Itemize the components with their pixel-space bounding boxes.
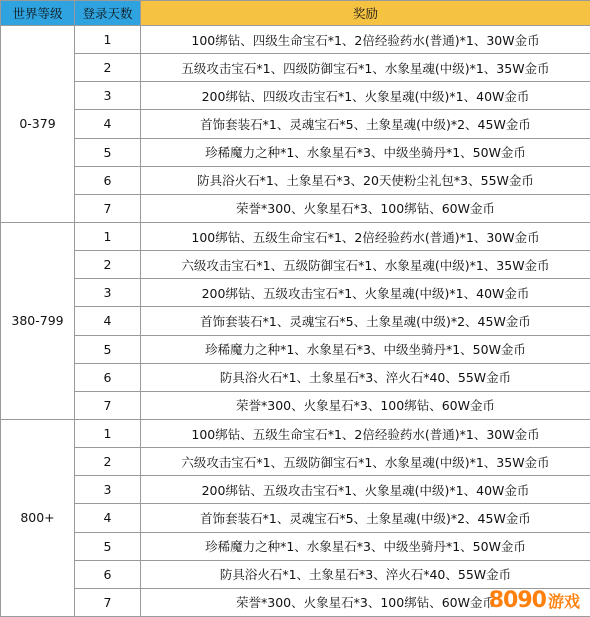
login-day-cell: 4	[75, 110, 141, 138]
reward-cell: 荣誉*300、火象星石*3、100绑钻、60W金币	[141, 588, 590, 616]
login-day-cell: 3	[75, 279, 141, 307]
reward-cell: 荣誉*300、火象星石*3、100绑钻、60W金币	[141, 391, 590, 419]
login-day-cell: 1	[75, 419, 141, 447]
reward-cell: 防具浴火石*1、土象星石*3、淬火石*40、55W金币	[141, 560, 590, 588]
login-day-cell: 5	[75, 138, 141, 166]
site-watermark-logo	[489, 588, 580, 613]
table-row	[1, 279, 590, 307]
reward-cell: 珍稀魔力之种*1、水象星石*3、中级坐骑丹*1、50W金币	[141, 532, 590, 560]
reward-cell: 防具浴火石*1、土象星石*3、20天使粉尘礼包*3、55W金币	[141, 166, 590, 194]
login-day-cell: 4	[75, 504, 141, 532]
reward-cell: 首饰套装石*1、灵魂宝石*5、土象星魂(中级)*2、45W金币	[141, 504, 590, 532]
table-row	[1, 448, 590, 476]
reward-cell: 防具浴火石*1、土象星石*3、淬火石*40、55W金币	[141, 363, 590, 391]
reward-cell: 100绑钻、四级生命宝石*1、2倍经验药水(普通)*1、30W金币	[141, 26, 590, 54]
login-day-cell: 2	[75, 251, 141, 279]
reward-cell: 五级攻击宝石*1、四级防御宝石*1、水象星魂(中级)*1、35W金币	[141, 54, 590, 82]
table-row	[1, 307, 590, 335]
world-level-cell: 380-799	[1, 222, 75, 419]
reward-cell: 100绑钻、五级生命宝石*1、2倍经验药水(普通)*1、30W金币	[141, 419, 590, 447]
login-day-cell: 7	[75, 588, 141, 616]
table-row	[1, 476, 590, 504]
reward-cell: 200绑钻、五级攻击宝石*1、火象星魂(中级)*1、40W金币	[141, 476, 590, 504]
header-world-level: 世界等级	[1, 1, 75, 26]
table-header-row	[1, 1, 590, 26]
table-row	[1, 166, 590, 194]
reward-cell: 200绑钻、四级攻击宝石*1、火象星魂(中级)*1、40W金币	[141, 82, 590, 110]
table-row	[1, 110, 590, 138]
world-level-cell: 800+	[1, 419, 75, 616]
login-day-cell: 2	[75, 448, 141, 476]
reward-cell: 200绑钻、五级攻击宝石*1、火象星魂(中级)*1、40W金币	[141, 279, 590, 307]
table-row	[1, 363, 590, 391]
login-day-cell: 6	[75, 560, 141, 588]
watermark-text: 游戏	[547, 592, 580, 611]
login-day-cell: 1	[75, 222, 141, 250]
login-day-cell: 5	[75, 335, 141, 363]
reward-cell: 六级攻击宝石*1、五级防御宝石*1、水象星魂(中级)*1、35W金币	[141, 448, 590, 476]
login-day-cell: 5	[75, 532, 141, 560]
reward-cell: 首饰套装石*1、灵魂宝石*5、土象星魂(中级)*2、45W金币	[141, 110, 590, 138]
table-row	[1, 26, 590, 54]
header-reward: 奖励	[141, 1, 590, 26]
login-day-cell: 4	[75, 307, 141, 335]
login-day-cell: 3	[75, 476, 141, 504]
table-row	[1, 419, 590, 447]
reward-cell: 珍稀魔力之种*1、水象星石*3、中级坐骑丹*1、50W金币	[141, 335, 590, 363]
reward-cell: 荣誉*300、火象星石*3、100绑钻、60W金币	[141, 194, 590, 222]
table-row	[1, 54, 590, 82]
reward-cell: 珍稀魔力之种*1、水象星石*3、中级坐骑丹*1、50W金币	[141, 138, 590, 166]
login-day-cell: 7	[75, 391, 141, 419]
login-day-cell: 6	[75, 363, 141, 391]
table-row	[1, 194, 590, 222]
reward-cell: 首饰套装石*1、灵魂宝石*5、土象星魂(中级)*2、45W金币	[141, 307, 590, 335]
table-row	[1, 532, 590, 560]
table-row	[1, 222, 590, 250]
login-day-cell: 3	[75, 82, 141, 110]
login-day-cell: 2	[75, 54, 141, 82]
table-row	[1, 251, 590, 279]
reward-cell: 六级攻击宝石*1、五级防御宝石*1、水象星魂(中级)*1、35W金币	[141, 251, 590, 279]
table-row	[1, 504, 590, 532]
login-day-cell: 6	[75, 166, 141, 194]
reward-cell: 100绑钻、五级生命宝石*1、2倍经验药水(普通)*1、30W金币	[141, 222, 590, 250]
table-row	[1, 335, 590, 363]
table-row	[1, 560, 590, 588]
table-row	[1, 391, 590, 419]
login-day-cell: 1	[75, 26, 141, 54]
table-row	[1, 138, 590, 166]
table-row	[1, 82, 590, 110]
world-level-cell: 0-379	[1, 26, 75, 223]
login-day-cell: 7	[75, 194, 141, 222]
header-login-days: 登录天数	[75, 1, 141, 26]
watermark-number: 8090	[488, 588, 546, 613]
